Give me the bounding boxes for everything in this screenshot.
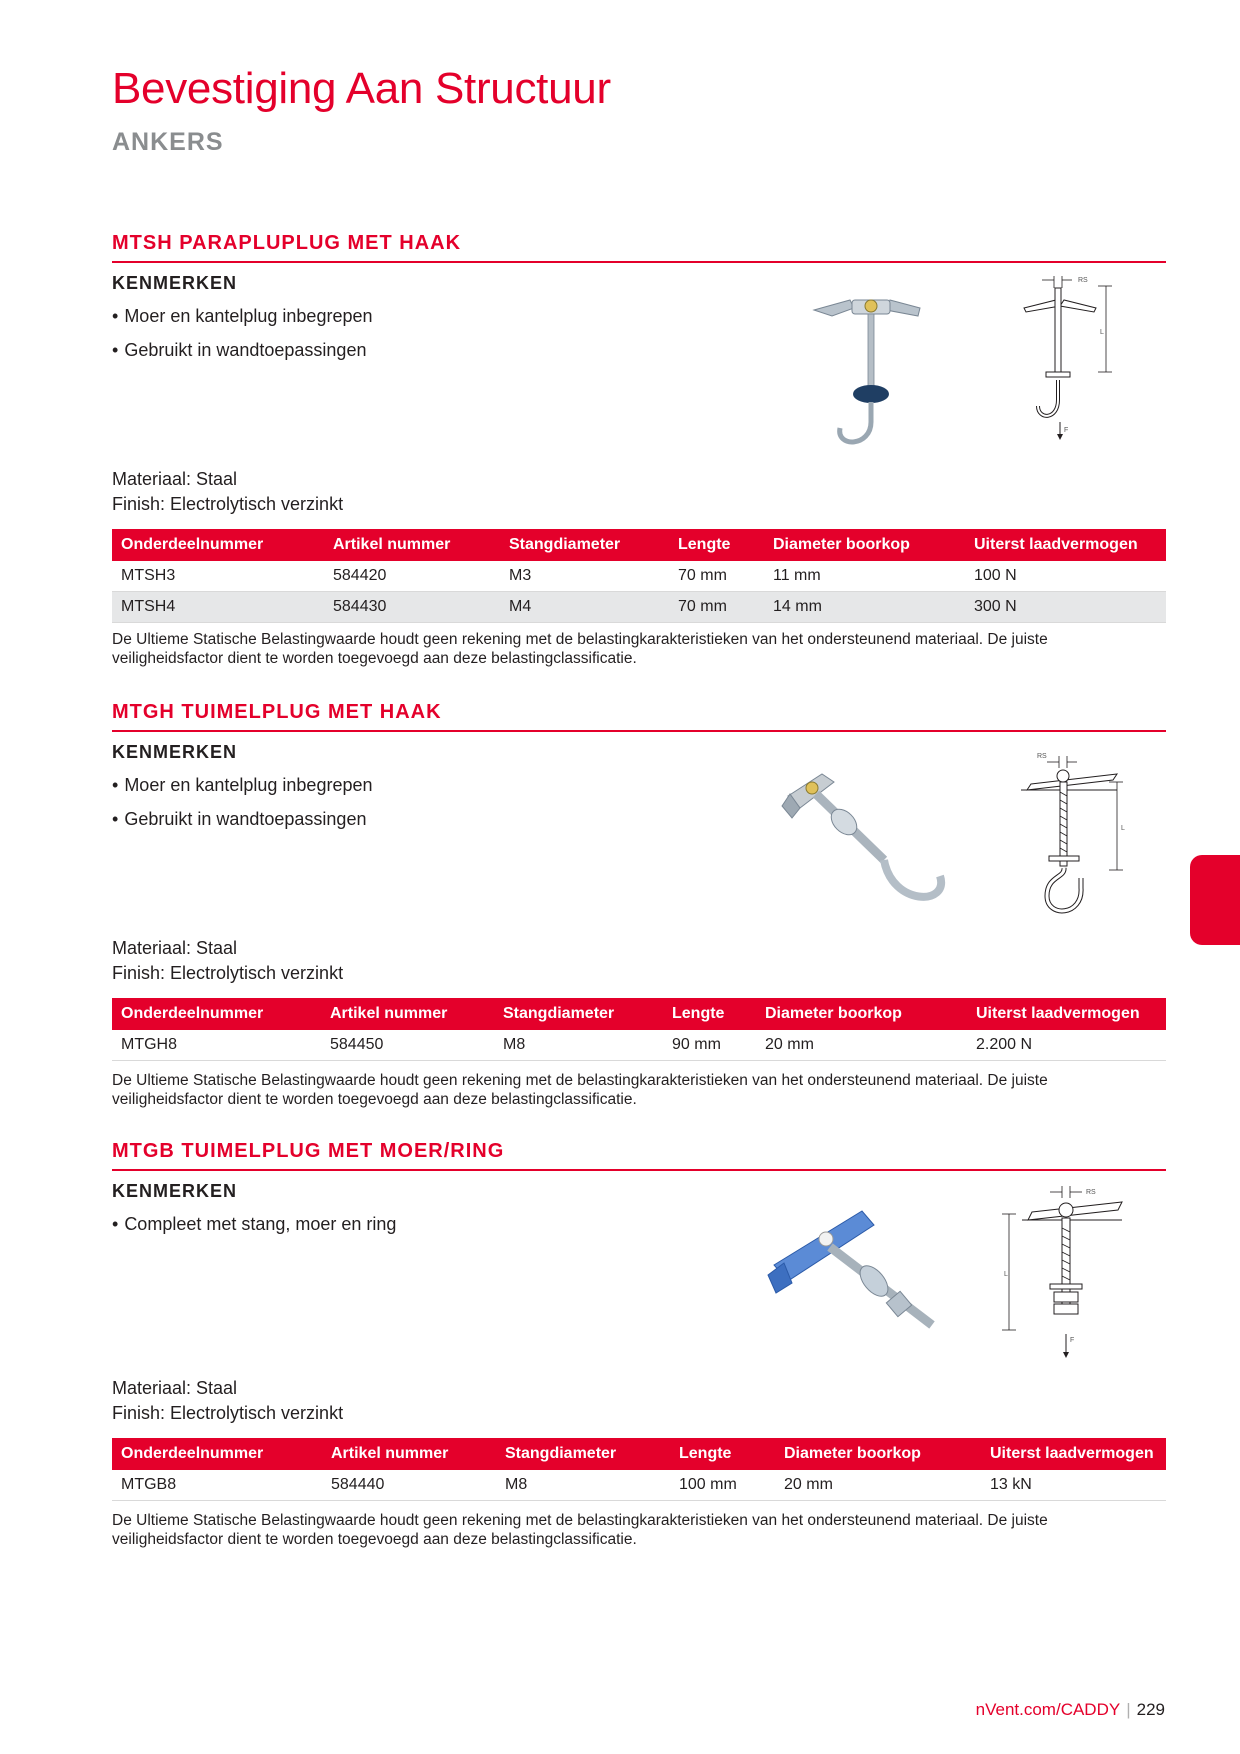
feature-item: • Compleet met stang, moer en ring <box>112 1214 397 1234</box>
load-note <box>112 1071 1166 1109</box>
col-header: Lengte <box>669 529 764 561</box>
table-cell: 584430 <box>324 592 500 623</box>
col-header: Uiterst laadvermogen <box>981 1438 1166 1470</box>
table-row <box>112 561 1166 592</box>
section-title: MTGH TUIMELPLUG MET HAAK <box>112 701 1166 732</box>
material-info <box>112 1376 343 1426</box>
col-header: Onderdeelnummer <box>112 998 321 1030</box>
col-header: Artikel nummer <box>321 998 494 1030</box>
product-photo <box>792 282 932 457</box>
table-cell: 90 mm <box>663 1030 756 1061</box>
table-cell: 300 N <box>965 592 1166 623</box>
col-header: Lengte <box>663 998 756 1030</box>
features-list <box>112 306 1166 361</box>
table-cell: 20 mm <box>775 1470 981 1501</box>
f-label: F <box>1064 427 1069 434</box>
col-header: Stangdiameter <box>494 998 663 1030</box>
page-subtitle: ANKERS <box>112 128 224 156</box>
load-note <box>112 630 1166 668</box>
section-mtgh <box>112 701 1166 1121</box>
feature-item: • Gebruikt in wandtoepassingen <box>112 809 367 829</box>
section-title: MTSH PARAPLUPLUG MET HAAK <box>112 232 1166 263</box>
feature-item: • Moer en kantelplug inbegrepen <box>112 775 373 795</box>
note-line: De Ultieme Statische Belastingwaarde houdt geen rekening met de belastingkarakteristieken van het ondersteunend materiaal. De juiste <box>112 1512 1048 1529</box>
material-text: Materiaal: Staal <box>112 469 238 489</box>
table-cell: 584420 <box>324 561 500 592</box>
rs-label: RS <box>1037 753 1047 760</box>
rs-label: RS <box>1078 277 1088 284</box>
l-label: L <box>1121 825 1125 832</box>
page-footer <box>976 1700 1165 1720</box>
table-cell: M8 <box>494 1030 663 1061</box>
feature-item: • Gebruikt in wandtoepassingen <box>112 340 367 360</box>
col-header: Onderdeelnummer <box>112 1438 322 1470</box>
col-header: Diameter boorkop <box>775 1438 981 1470</box>
product-photo <box>762 1205 962 1345</box>
table-cell: 70 mm <box>669 592 764 623</box>
technical-drawing <box>1002 1180 1162 1380</box>
table-cell: 100 mm <box>670 1470 775 1501</box>
col-header: Diameter boorkop <box>756 998 967 1030</box>
page-number: 229 <box>1136 1700 1165 1719</box>
section-mtgb <box>112 1140 1166 1560</box>
table-cell: M3 <box>500 561 669 592</box>
product-photo <box>772 766 962 926</box>
features-title: KENMERKEN <box>112 742 238 762</box>
finish-text: Finish: Electrolytisch verzinkt <box>112 494 344 514</box>
col-header: Stangdiameter <box>500 529 669 561</box>
finish-text: Finish: Electrolytisch verzinkt <box>112 1403 344 1423</box>
spec-table <box>112 1438 1166 1501</box>
features-list <box>112 775 1166 830</box>
table-cell: 584450 <box>321 1030 494 1061</box>
col-header: Lengte <box>670 1438 775 1470</box>
col-header: Artikel nummer <box>324 529 500 561</box>
table-cell: MTGH8 <box>112 1030 321 1061</box>
feature-item: • Moer en kantelplug inbegrepen <box>112 306 373 326</box>
table-cell: M4 <box>500 592 669 623</box>
features-title: KENMERKEN <box>112 1181 238 1201</box>
table-cell: MTSH4 <box>112 592 324 623</box>
material-info <box>112 936 343 986</box>
note-line: veiligheidsfactor dient te worden toegevoegd aan deze belastingclassificatie. <box>112 1531 637 1548</box>
table-cell: 100 N <box>965 561 1166 592</box>
col-header: Uiterst laadvermogen <box>965 529 1166 561</box>
col-header: Stangdiameter <box>496 1438 670 1470</box>
table-row <box>112 592 1166 623</box>
technical-drawing <box>1012 270 1152 470</box>
note-line: veiligheidsfactor dient te worden toegevoegd aan deze belastingclassificatie. <box>112 650 637 667</box>
note-line: veiligheidsfactor dient te worden toegevoegd aan deze belastingclassificatie. <box>112 1091 637 1108</box>
table-cell: M8 <box>496 1470 670 1501</box>
table-cell: 2.200 N <box>967 1030 1166 1061</box>
section-title: MTGB TUIMELPLUG MET MOER/RING <box>112 1140 1166 1171</box>
material-text: Materiaal: Staal <box>112 938 238 958</box>
l-label: L <box>1100 329 1104 336</box>
table-cell: 13 kN <box>981 1470 1166 1501</box>
col-header: Artikel nummer <box>322 1438 496 1470</box>
footer-link[interactable]: nVent.com/CADDY <box>975 1700 1121 1719</box>
table-cell: 584440 <box>322 1470 496 1501</box>
section-mtsh <box>112 232 1166 672</box>
l-label: L <box>1004 1271 1008 1278</box>
f-label: F <box>1070 1337 1075 1344</box>
col-header: Onderdeelnummer <box>112 529 324 561</box>
table-cell: MTGB8 <box>112 1470 322 1501</box>
table-cell: 11 mm <box>764 561 965 592</box>
load-note <box>112 1511 1166 1549</box>
note-line: De Ultieme Statische Belastingwaarde houdt geen rekening met de belastingkarakteristieken van het ondersteunend materiaal. De juiste <box>112 631 1048 648</box>
page-title: Bevestiging Aan Structuur <box>112 64 611 113</box>
technical-drawing <box>1017 746 1157 946</box>
table-row <box>112 1470 1166 1501</box>
table-row <box>112 1030 1166 1061</box>
material-text: Materiaal: Staal <box>112 1378 238 1398</box>
footer-separator: | <box>1126 1700 1131 1719</box>
table-cell: MTSH3 <box>112 561 324 592</box>
note-line: De Ultieme Statische Belastingwaarde houdt geen rekening met de belastingkarakteristieken van het ondersteunend materiaal. De juiste <box>112 1072 1048 1089</box>
table-cell: 20 mm <box>756 1030 967 1061</box>
spec-table <box>112 529 1166 623</box>
col-header: Diameter boorkop <box>764 529 965 561</box>
material-info <box>112 467 343 517</box>
table-cell: 70 mm <box>669 561 764 592</box>
finish-text: Finish: Electrolytisch verzinkt <box>112 963 344 983</box>
spec-table <box>112 998 1166 1061</box>
chapter-tab[interactable] <box>1190 855 1240 945</box>
col-header: Uiterst laadvermogen <box>967 998 1166 1030</box>
rs-label: RS <box>1086 1189 1096 1196</box>
table-cell: 14 mm <box>764 592 965 623</box>
features-title: KENMERKEN <box>112 273 238 293</box>
